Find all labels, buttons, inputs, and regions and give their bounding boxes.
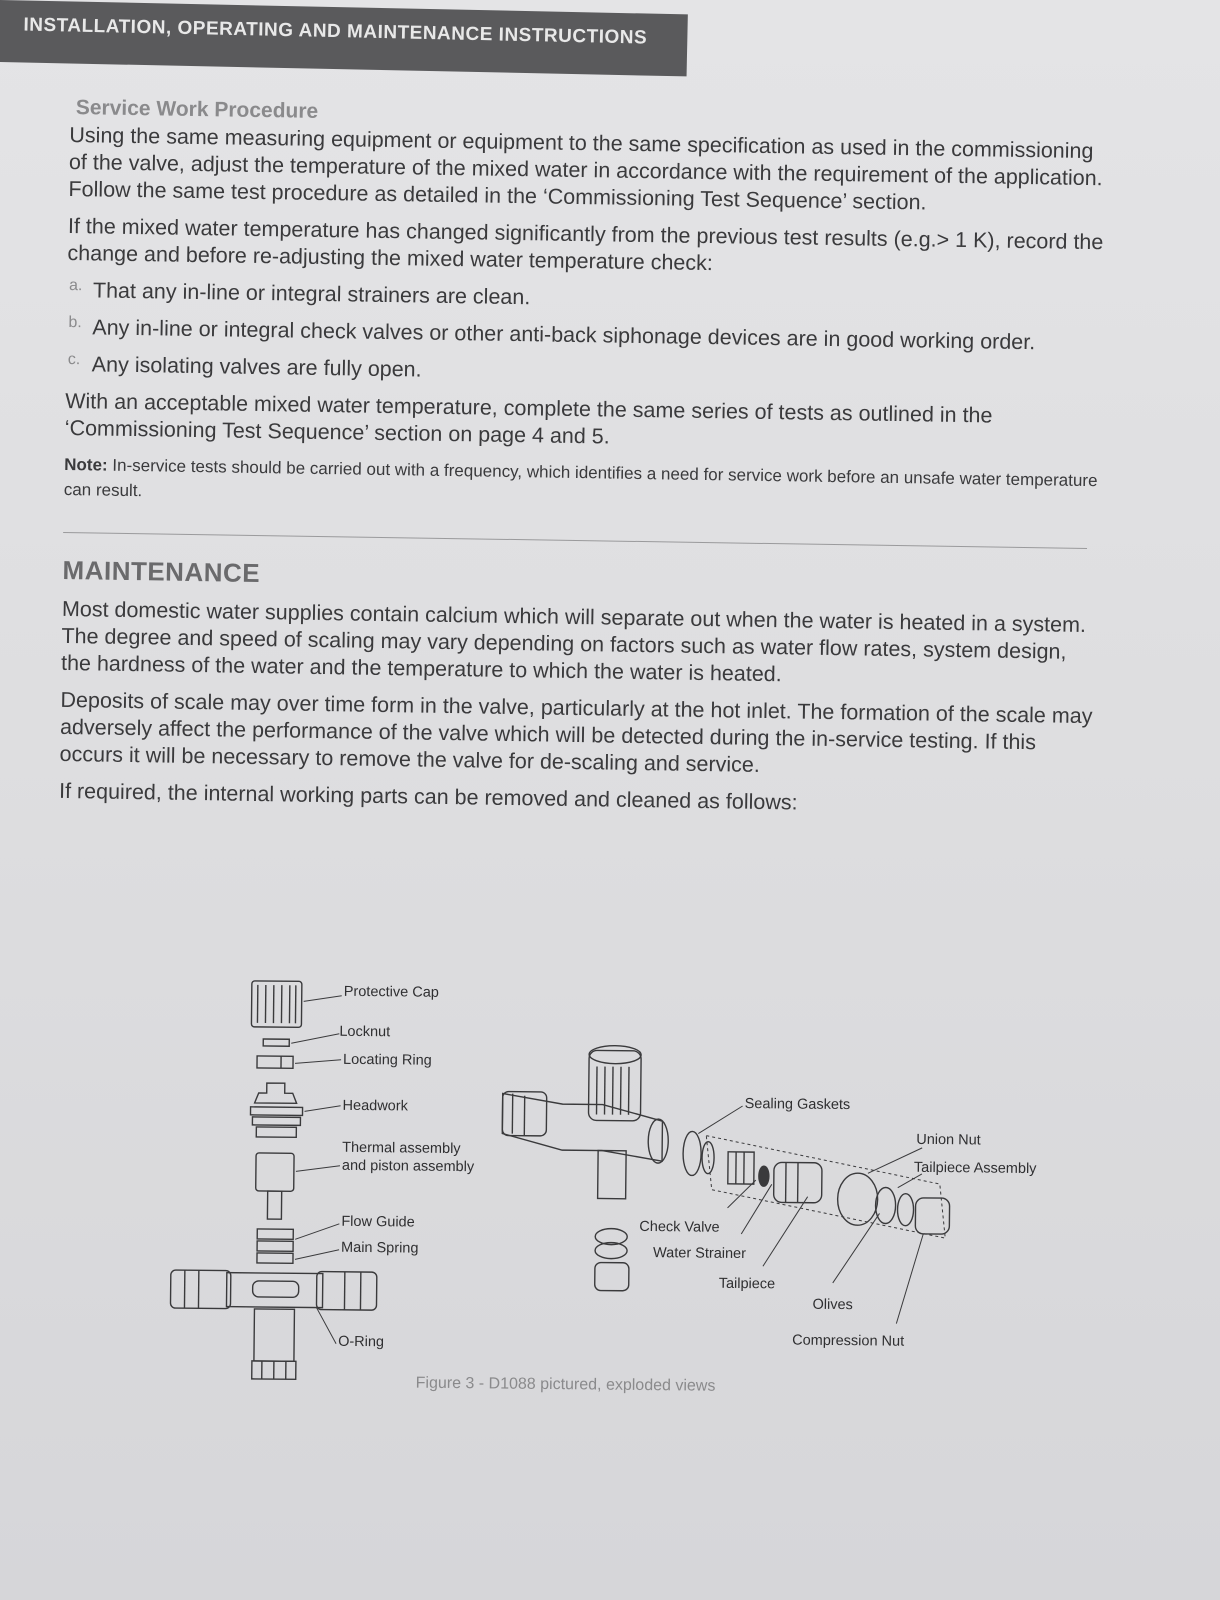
- list-item-label: b.: [68, 314, 82, 332]
- protective-cap-part: [251, 981, 301, 1028]
- label-o-ring: O-Ring: [338, 1333, 385, 1351]
- exploded-view-diagram: [165, 970, 1069, 1409]
- list-item-text: Any in-line or integral check valves or other anti-back siphonage devices are in good working order.: [92, 315, 1036, 355]
- service-paragraph-2: If the mixed water temperature has changed significantly from the previous test results (e.g.> 1 K), record the change and before re-adjusting the mixed water temperature check:: [67, 213, 1104, 276]
- label-water-strainer: Water Strainer: [652, 1245, 747, 1263]
- locknut-part: [263, 1039, 289, 1046]
- label-union-nut: Union Nut: [916, 1131, 981, 1149]
- note-label: Note:: [64, 454, 108, 475]
- label-compression-nut: Compression Nut: [792, 1332, 905, 1350]
- maintenance-heading: MAINTENANCE: [62, 554, 261, 589]
- header-title: INSTALLATION, OPERATING AND MAINTENANCE INSTRUCTIONS: [23, 14, 648, 49]
- label-main-spring: Main Spring: [341, 1239, 419, 1257]
- note-text: In-service tests should be carried out with a frequency, which identifies a need for service work before an unsafe water temperature can result.: [63, 455, 1098, 501]
- list-item: [68, 351, 1106, 394]
- exploded-view-figure: [165, 970, 1069, 1409]
- maintenance-paragraph-2: Deposits of scale may over time form in the valve, particularly at the hot inlet. The formation of the scale may adversely affect the performance of the valve which will be detected during the in-service testing. If this occurs it will be necessary to remove the valve for de-scaling and service.: [59, 687, 1093, 777]
- service-paragraph-1: Using the same measuring equipment or equipment to the same specification as used in the commissioning of the valve, adjust the temperature of the mixed water in accordance with the requirement of the application. Follow the same test procedure as detailed in the ‘Commissioning Test Sequence’ section.: [68, 122, 1103, 215]
- label-locating-ring: Locating Ring: [342, 1051, 432, 1069]
- label-check-valve: Check Valve: [639, 1218, 720, 1236]
- label-protective-cap: Protective Cap: [343, 983, 439, 1001]
- valve-body-left: [170, 1270, 377, 1380]
- label-locknut: Locknut: [339, 1023, 391, 1041]
- maintenance-paragraph-1: Most domestic water supplies contain calcium which will separate out when the water is heated in a system. The degree and speed of scaling may vary depending on factors such as water flow rates, system design, the hardness of the water and the temperature to which the water is heated.: [60, 596, 1087, 687]
- service-paragraph-3: With an acceptable mixed water temperature, complete the same series of tests as outlined in the ‘Commissioning Test Sequence’ section on page 4 and 5.: [64, 388, 993, 449]
- flow-guide-part: [257, 1229, 293, 1263]
- figure-caption: Figure 3 - D1088 pictured, exploded views: [415, 1374, 716, 1395]
- label-piston-assembly: and piston assembly: [341, 1157, 475, 1176]
- label-sealing-gaskets: Sealing Gaskets: [744, 1096, 851, 1114]
- list-item: [69, 277, 1107, 320]
- label-tailpiece: Tailpiece: [718, 1275, 776, 1293]
- thermal-assembly-part: [255, 1153, 294, 1219]
- label-tailpiece-assembly: Tailpiece Assembly: [913, 1159, 1037, 1178]
- label-headwork: Headwork: [342, 1097, 408, 1115]
- label-flow-guide: Flow Guide: [341, 1213, 415, 1231]
- headwork-part: [250, 1083, 303, 1138]
- list-item-text: Any isolating valves are fully open.: [91, 352, 422, 382]
- service-heading: Service Work Procedure: [75, 96, 319, 123]
- service-note: [64, 452, 1105, 518]
- list-item-label: a.: [68, 277, 83, 295]
- list-item-label: c.: [67, 350, 81, 369]
- header-band: [0, 0, 688, 76]
- content-area: [59, 96, 1110, 821]
- list-item-text: That any in-line or integral strainers are clean.: [92, 278, 531, 310]
- valve-assembled: [501, 1044, 670, 1291]
- locating-ring-part: [257, 1056, 293, 1068]
- section-divider: [63, 532, 1087, 549]
- label-thermal-assembly: Thermal assembly: [342, 1139, 461, 1158]
- maintenance-paragraph-3: If required, the internal working parts can be removed and cleaned as follows:: [58, 778, 798, 815]
- label-olives: Olives: [812, 1296, 853, 1314]
- left-leader-lines: [288, 995, 342, 1344]
- tailpiece-exploded: [682, 1131, 950, 1238]
- list-item: [68, 314, 1106, 357]
